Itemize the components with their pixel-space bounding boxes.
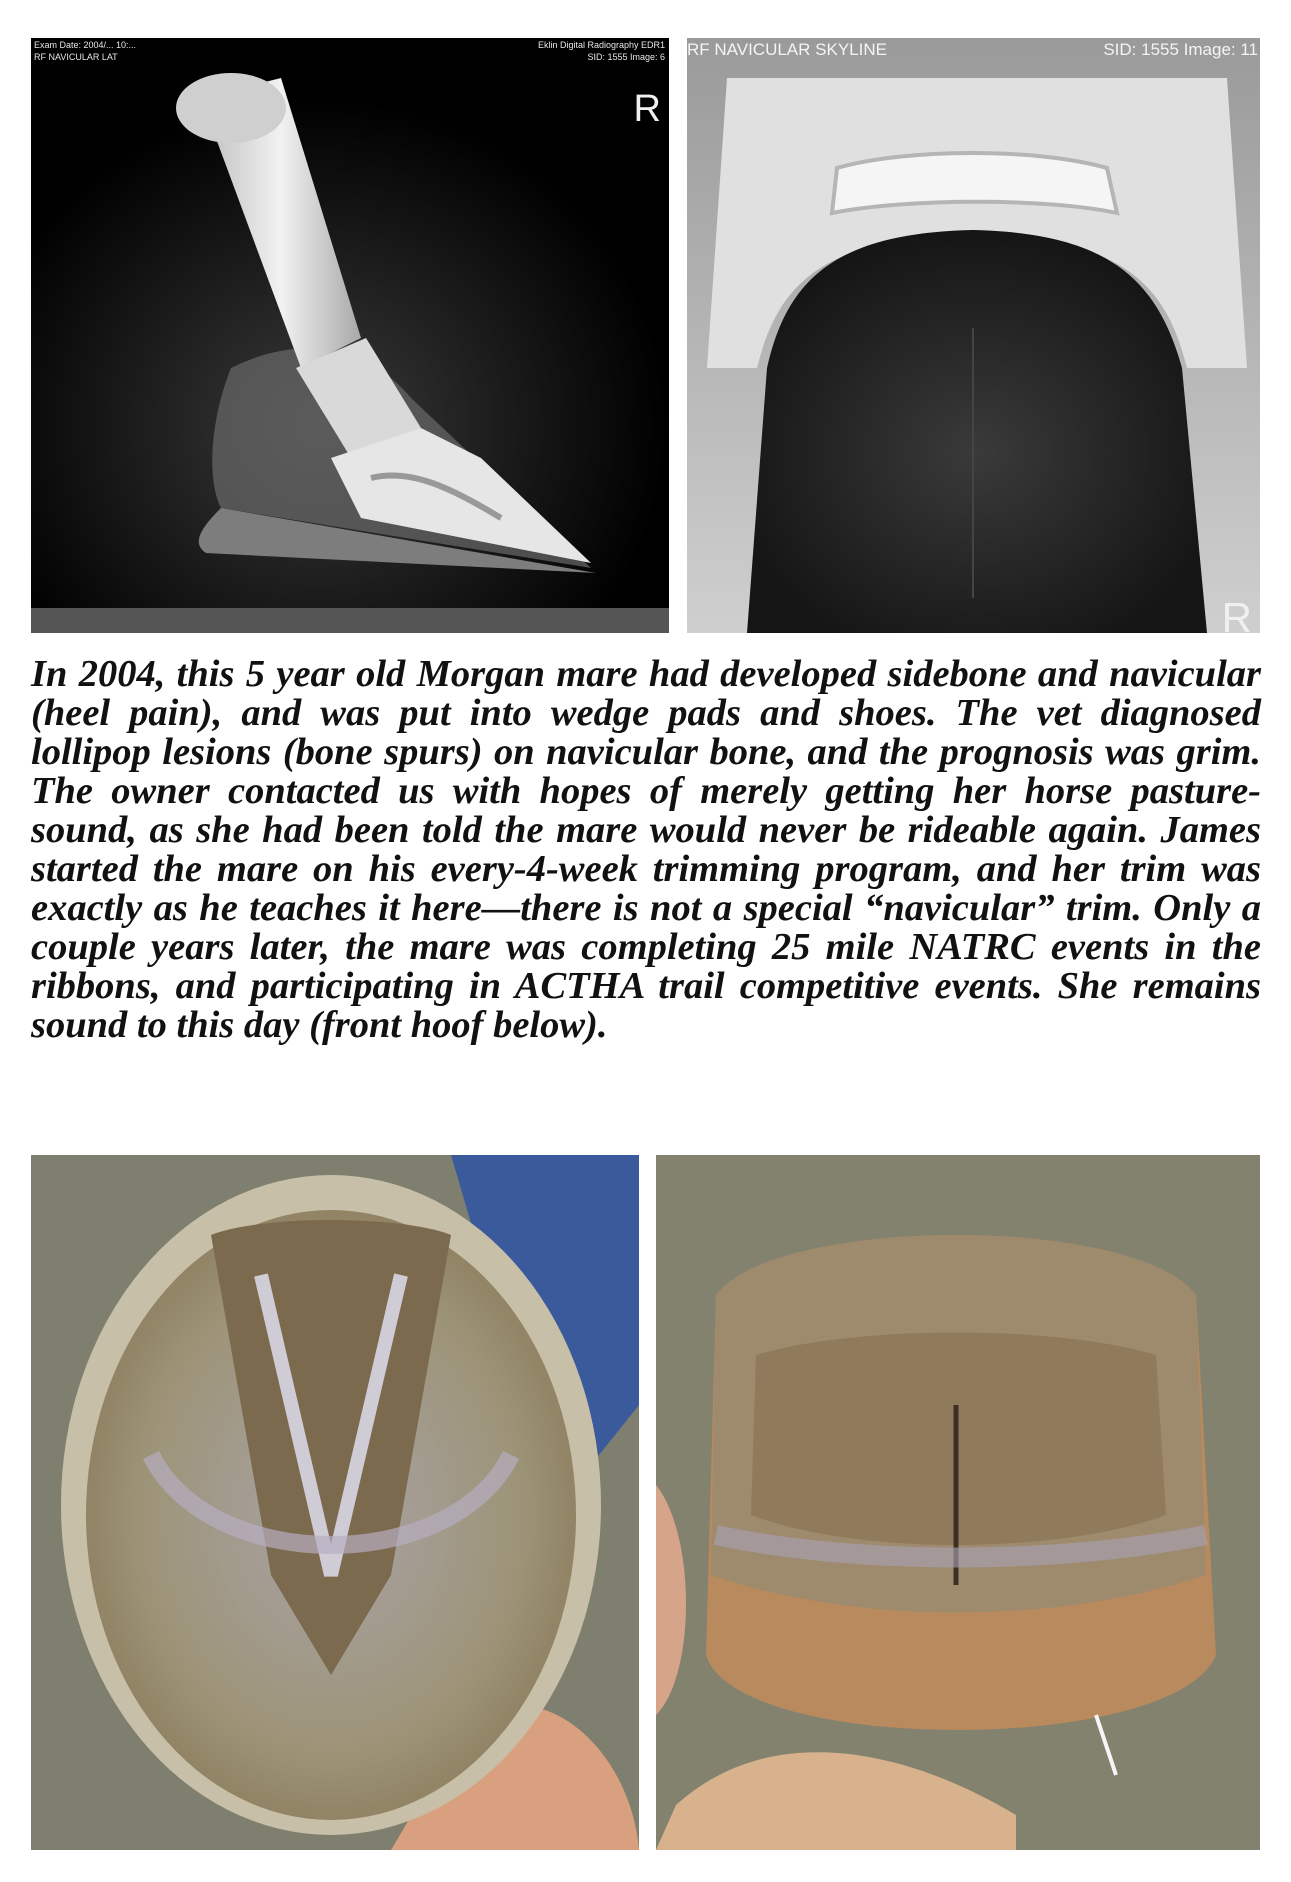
hoof-front-photo <box>656 1155 1260 1850</box>
hoof-sole-photo <box>31 1155 639 1850</box>
caption-paragraph: In 2004, this 5 year old Morgan mare had developed sidebone and navicular (heel pain), and was put into wedge pads and shoes. The vet diagnosed lollipop lesions (bone spurs) on navicular bone, and the prognosis was grim. The owner contacted us with hopes of merely getting her horse pasture-sound, as she had been told the mare would never be rideable again. James started the mare on his every-4-week trimming program, and her trim was exactly as he teaches it here—there is not a special “navicular” trim. Only a couple years later, the mare was completing 25 mile NATRC events in the ribbons, and participating in ACTHA trail competitive events. She remains sound to this day (front hoof below). <box>31 653 1261 1046</box>
view-label: RF NAVICULAR SKYLINE <box>687 40 887 59</box>
lateral-xray-image <box>31 38 669 633</box>
sid-label: SID: 1555 Image: 11 <box>1103 40 1258 59</box>
skyline-xray-image <box>687 38 1260 633</box>
side-marker: R <box>633 88 661 130</box>
sid-label: SID: 1555 Image: 6 <box>587 52 665 62</box>
exam-date-label: Exam Date: 2004/... 10:... <box>34 40 137 50</box>
side-marker: R <box>1221 594 1252 633</box>
view-label: RF NAVICULAR LAT <box>34 52 118 62</box>
device-label: Eklin Digital Radiography EDR1 <box>537 40 665 50</box>
